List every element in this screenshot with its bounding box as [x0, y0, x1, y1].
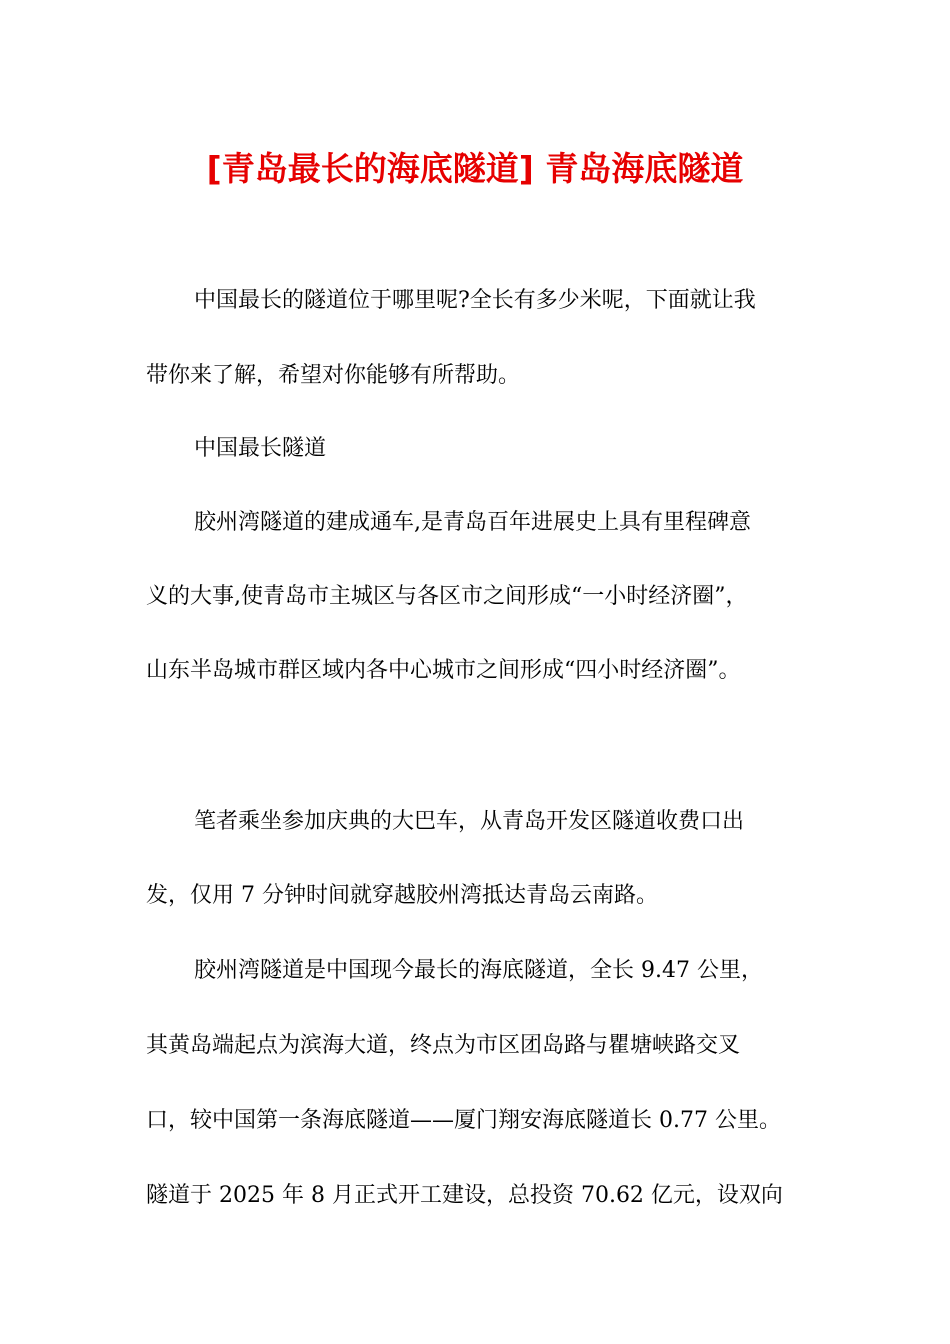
paragraph-line: 胶州湾隧道的建成通车,是青岛百年进展史上具有里程碑意 — [194, 510, 751, 535]
paragraph-line: 口，较中国第一条海底隧道——厦门翔安海底隧道长 0.77 公里。 — [146, 1108, 781, 1133]
paragraph-line: 隧道于 2025 年 8 月正式开工建设，总投资 70.62 亿元，设双向 — [146, 1183, 783, 1208]
paragraph-line: 胶州湾隧道是中国现今最长的海底隧道，全长 9.47 公里， — [194, 958, 763, 983]
paragraph-line: 中国最长的隧道位于哪里呢?全长有多少米呢，下面就让我 — [194, 288, 756, 313]
section-heading: 中国最长隧道 — [194, 436, 327, 461]
paragraph-line: 义的大事,使青岛市主城区与各区市之间形成“一小时经济圈”， — [146, 584, 748, 609]
paragraph-line: 山东半岛城市群区域内各中心城市之间形成“四小时经济圈”。 — [146, 658, 741, 683]
paragraph-line: 发，仅用 7 分钟时间就穿越胶州湾抵达青岛云南路。 — [146, 883, 658, 908]
paragraph-line: 带你来了解，希望对你能够有所帮助。 — [146, 363, 521, 388]
document-title: [青岛最长的海底隧道] 青岛海底隧道 — [206, 149, 744, 188]
paragraph-line: 其黄岛端起点为滨海大道，终点为市区团岛路与瞿塘峡路交叉 — [146, 1033, 741, 1058]
paragraph-line: 笔者乘坐参加庆典的大巴车，从青岛开发区隧道收费口出 — [194, 809, 745, 834]
